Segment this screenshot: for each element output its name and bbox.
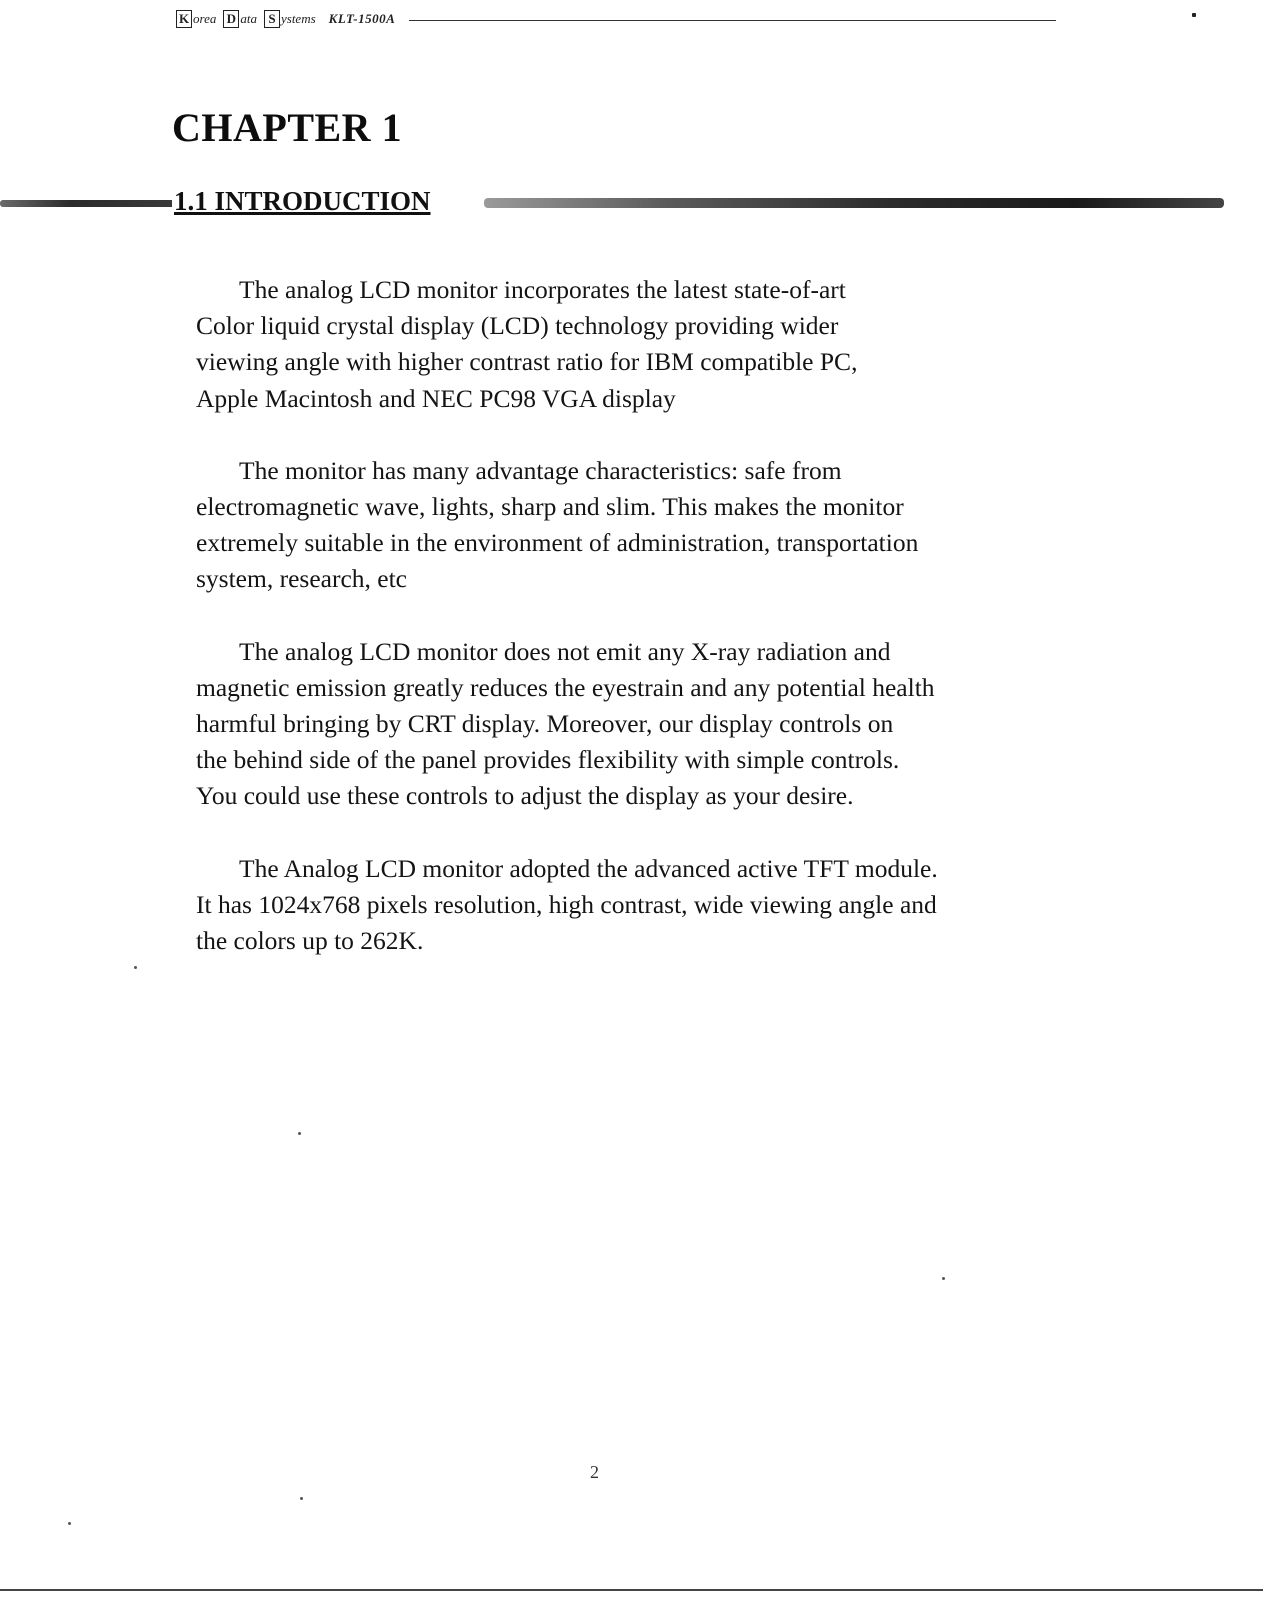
logo-word-text: ata bbox=[240, 11, 257, 26]
paragraph-1 bbox=[196, 272, 1056, 417]
company-logo-word-data bbox=[223, 10, 257, 28]
scan-speck bbox=[68, 1522, 71, 1525]
body-text bbox=[196, 272, 1056, 995]
paragraph-line: the behind side of the panel provides flexibility with simple controls. bbox=[196, 745, 900, 775]
paragraph-line: Apple Macintosh and NEC PC98 VGA display bbox=[196, 383, 676, 413]
running-header bbox=[176, 6, 1056, 32]
paragraph-line: harmful bringing by CRT display. Moreover, our display controls on bbox=[196, 709, 894, 739]
scan-speck bbox=[300, 1497, 303, 1500]
section-bar-right-stroke bbox=[484, 198, 1224, 208]
paragraph-line: The Analog LCD monitor adopted the advanced active TFT module. bbox=[239, 853, 938, 883]
paragraph-line: The analog LCD monitor does not emit any X-ray radiation and bbox=[239, 636, 891, 666]
scan-speck bbox=[134, 966, 137, 969]
logo-letter-box: S bbox=[264, 10, 280, 28]
paragraph-line: The analog LCD monitor incorporates the latest state-of-art bbox=[239, 275, 846, 304]
paragraph-line: electromagnetic wave, lights, sharp and slim. This makes the monitor bbox=[196, 492, 904, 522]
footer-rule bbox=[0, 1589, 1263, 1591]
paragraph-4 bbox=[196, 851, 1056, 960]
logo-word-text: ystems bbox=[280, 11, 316, 26]
section-banner bbox=[0, 186, 1228, 218]
header-rule bbox=[409, 20, 1056, 21]
paragraph-line: viewing angle with higher contrast ratio for IBM compatible PC, bbox=[196, 347, 858, 377]
logo-word-text: orea bbox=[193, 11, 217, 26]
paragraph-line: the colors up to 262K. bbox=[196, 926, 424, 956]
page-number: 2 bbox=[590, 1462, 599, 1482]
paragraph-line: extremely suitable in the environment of administration, transportation bbox=[196, 528, 919, 558]
company-logo-word-korea bbox=[176, 10, 216, 28]
paragraph-line: The monitor has many advantage characteristics: safe from bbox=[239, 455, 842, 485]
chapter-title: CHAPTER 1 bbox=[172, 105, 403, 150]
paragraph-2 bbox=[196, 453, 1056, 598]
logo-letter-box: D bbox=[223, 10, 239, 28]
logo-letter-box: K bbox=[176, 10, 192, 28]
company-logo-word-systems bbox=[264, 10, 316, 28]
model-name: KLT-1500A bbox=[328, 11, 396, 26]
scan-speck bbox=[942, 1277, 945, 1280]
scan-speck bbox=[298, 1132, 301, 1135]
paragraph-line: system, research, etc bbox=[196, 564, 407, 594]
paragraph-line: It has 1024x768 pixels resolution, high contrast, wide viewing angle and bbox=[196, 889, 937, 919]
paragraph-line: Color liquid crystal display (LCD) technology providing wider bbox=[196, 311, 839, 341]
section-bar-left-stroke bbox=[0, 200, 176, 207]
paragraph-3 bbox=[196, 634, 1056, 815]
section-title: 1.1 INTRODUCTION bbox=[174, 186, 431, 216]
paragraph-line: magnetic emission greatly reduces the eyestrain and any potential health bbox=[196, 672, 935, 702]
paragraph-line: You could use these controls to adjust the display as your desire. bbox=[196, 781, 854, 811]
header-dot bbox=[1192, 13, 1196, 17]
